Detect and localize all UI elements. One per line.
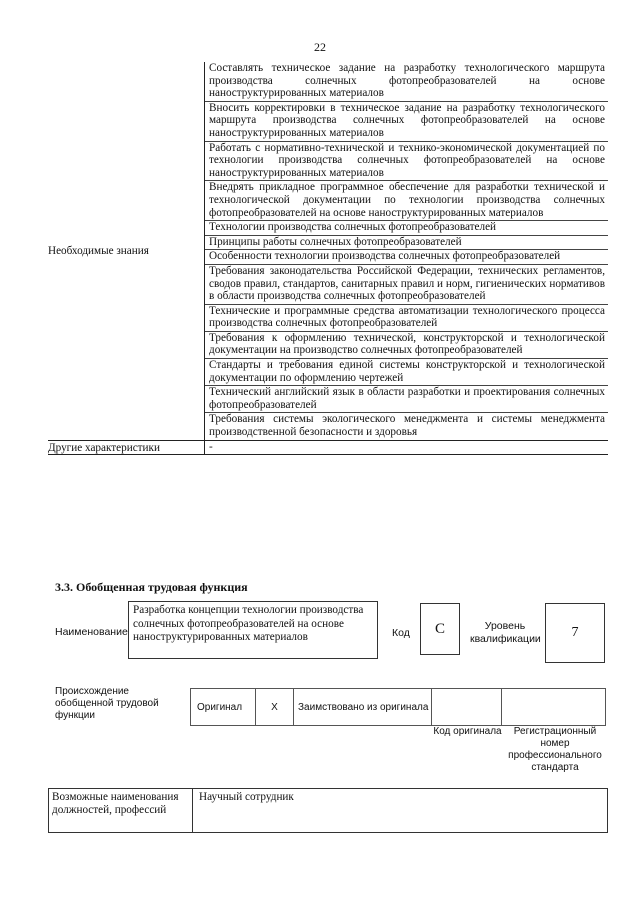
knowledge-item: Технологии производства солнечных фотопреобразователей: [205, 221, 609, 236]
knowledge-table: [48, 62, 608, 455]
qualification-level-label: Уровень квалификации: [470, 620, 541, 645]
knowledge-item: Составлять техническое задание на разработку технологического маршрута производства солнечных фотопреобразователей на основе наноструктурированных материалов: [205, 62, 609, 101]
origin-reg-cell: [502, 689, 605, 725]
other-characteristics-value: -: [205, 440, 609, 455]
page-number: 22: [314, 40, 326, 54]
origin-reg-caption: Регистрационный номер профессионального стандарта: [508, 726, 602, 773]
origin-code-caption: Код оригинала: [433, 726, 502, 737]
origin-borrowed-label: Заимствовано из оригинала: [294, 689, 432, 725]
knowledge-item: Требования к оформлению технической, конструкторской и технологической документации на производство солнечных фотопреобразователей: [205, 331, 609, 358]
function-code-value: C: [420, 603, 460, 655]
knowledge-item: Внедрять прикладное программное обеспечение для разработки технической и технологической документации по технологии производства солнечных фотопреобразователей на основе наноструктурированных материалов: [205, 181, 609, 221]
knowledge-item: Технические и программные средства автоматизации технологического процесса производства солнечных фотопреобразователей: [205, 304, 609, 331]
positions-value: Научный сотрудник: [199, 791, 294, 803]
origin-original-label: Оригинал: [191, 689, 256, 725]
other-characteristics-label: Другие характеристики: [48, 440, 205, 455]
knowledge-item: Вносить корректировки в техническое задание на разработку технологического маршрута производства солнечных фотопреобразователей на основе наноструктурированных материалов: [205, 101, 609, 141]
knowledge-item: Требования законодательства Российской Федерации, технических регламентов, сводов правил, стандартов, санитарных правил и норм, гигиенических нормативов в области производства солнечных фотопреобразователей: [205, 264, 609, 304]
knowledge-row: [48, 62, 608, 101]
positions-table: [48, 788, 608, 833]
knowledge-item: Требования системы экологического менеджмента и системы менеджмента производственной безопасности и здоровья: [209, 413, 605, 439]
origin-code-cell: [432, 689, 502, 725]
function-code-label: Код: [392, 627, 410, 639]
knowledge-label: Необходимые знания: [48, 62, 205, 440]
function-name-value: Разработка концепции технологии производства солнечных фотопреобразователей на основе наноструктурированных материалов: [128, 601, 378, 659]
origin-label: [55, 686, 165, 722]
function-name-label: Наименование: [55, 626, 128, 638]
origin-table: [190, 688, 606, 726]
other-characteristics-row: [48, 440, 608, 455]
origin-original-mark: X: [256, 689, 294, 725]
knowledge-item: Стандарты и требования единой системы конструкторской и технологической документации по оформлению чертежей: [205, 359, 609, 386]
knowledge-item: Технический английский язык в области разработки и проектирования солнечных фотопреобразователей: [205, 386, 609, 413]
knowledge-item: Работать с нормативно-технической и технико-экономической документацией по технологии производства солнечных фотопреобразователей на основе наноструктурированных материалов: [205, 141, 609, 181]
section-title: 3.3. Обобщенная трудовая функция: [55, 580, 248, 594]
qualification-level-value: 7: [545, 603, 605, 663]
positions-label: Возможные наименования должностей, профессий: [49, 789, 193, 832]
knowledge-item: Особенности технологии производства солнечных фотопреобразователей: [205, 250, 609, 265]
origin-label-text: Происхождение обобщенной трудовой функции: [55, 686, 159, 721]
knowledge-item: Принципы работы солнечных фотопреобразователей: [205, 235, 609, 250]
